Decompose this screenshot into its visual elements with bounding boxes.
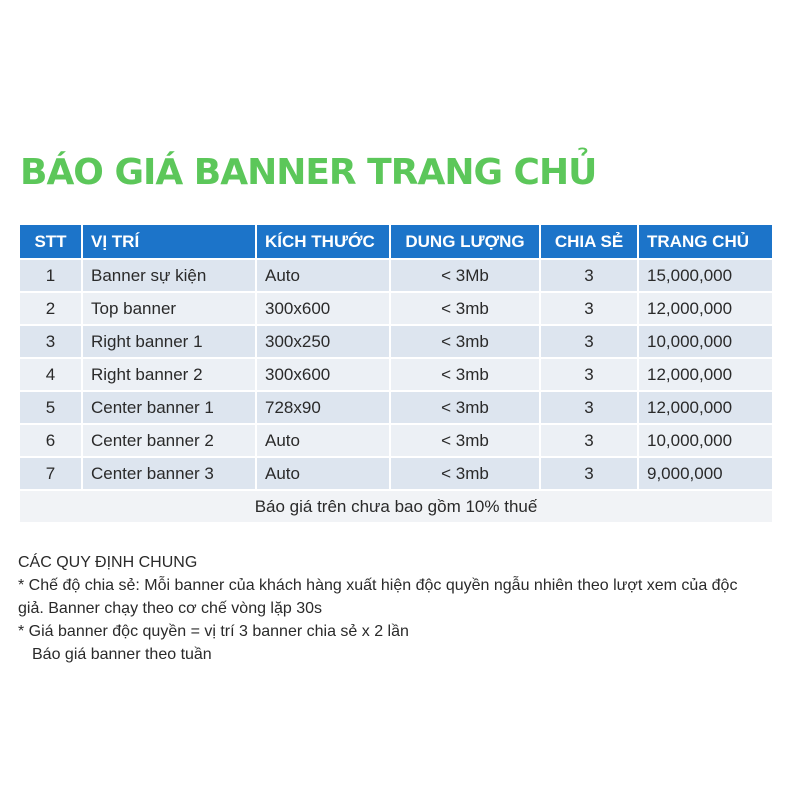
cell-trang-chu: 9,000,000: [638, 457, 772, 490]
cell-stt: 6: [20, 424, 82, 457]
cell-dung-luong: < 3mb: [390, 391, 540, 424]
cell-trang-chu: 12,000,000: [638, 292, 772, 325]
header-kich-thuoc: KÍCH THƯỚC: [256, 225, 390, 259]
cell-stt: 7: [20, 457, 82, 490]
cell-trang-chu: 12,000,000: [638, 358, 772, 391]
cell-dung-luong: < 3mb: [390, 424, 540, 457]
rule-line: * Giá banner độc quyền = vị trí 3 banner chia sẻ x 2 lần: [18, 623, 409, 640]
cell-vi-tri: Right banner 1: [82, 325, 256, 358]
cell-stt: 2: [20, 292, 82, 325]
table-row: [20, 259, 772, 292]
general-rules: [18, 551, 778, 666]
table-row: [20, 424, 772, 457]
cell-stt: 3: [20, 325, 82, 358]
cell-kich-thuoc: 300x600: [256, 292, 390, 325]
cell-kich-thuoc: Auto: [256, 457, 390, 490]
cell-chia-se: 3: [540, 424, 638, 457]
cell-chia-se: 3: [540, 325, 638, 358]
rule-line: giả. Banner chạy theo cơ chế vòng lặp 30s: [18, 600, 323, 617]
rule-line: * Chế độ chia sẻ: Mỗi banner của khách hàng xuất hiện độc quyền ngẫu nhiên theo lượt xem của độc: [18, 577, 738, 594]
cell-vi-tri: Center banner 1: [82, 391, 256, 424]
cell-chia-se: 3: [540, 259, 638, 292]
table-row: [20, 391, 772, 424]
table-note-row: [20, 490, 772, 522]
cell-dung-luong: < 3mb: [390, 358, 540, 391]
cell-kich-thuoc: Auto: [256, 424, 390, 457]
rule-line: Báo giá banner theo tuần: [32, 646, 212, 663]
cell-dung-luong: < 3mb: [390, 457, 540, 490]
cell-trang-chu: 15,000,000: [638, 259, 772, 292]
table-row: [20, 325, 772, 358]
cell-stt: 5: [20, 391, 82, 424]
header-vi-tri: VỊ TRÍ: [82, 225, 256, 259]
cell-vi-tri: Right banner 2: [82, 358, 256, 391]
table-row: [20, 457, 772, 490]
page-title: BÁO GIÁ BANNER TRANG CHỦ: [20, 152, 597, 193]
cell-kich-thuoc: Auto: [256, 259, 390, 292]
tax-note: Báo giá trên chưa bao gồm 10% thuế: [20, 490, 772, 522]
cell-dung-luong: < 3mb: [390, 292, 540, 325]
cell-dung-luong: < 3mb: [390, 325, 540, 358]
price-table: [20, 225, 772, 522]
cell-chia-se: 3: [540, 292, 638, 325]
cell-trang-chu: 10,000,000: [638, 325, 772, 358]
header-dung-luong: DUNG LƯỢNG: [390, 225, 540, 259]
cell-vi-tri: Banner sự kiện: [82, 259, 256, 292]
cell-chia-se: 3: [540, 358, 638, 391]
table-header-row: [20, 225, 772, 259]
header-trang-chu: TRANG CHỦ: [638, 225, 772, 259]
cell-stt: 4: [20, 358, 82, 391]
table-row: [20, 358, 772, 391]
header-chia-se: CHIA SẺ: [540, 225, 638, 259]
cell-stt: 1: [20, 259, 82, 292]
cell-chia-se: 3: [540, 391, 638, 424]
cell-vi-tri: Top banner: [82, 292, 256, 325]
cell-kich-thuoc: 728x90: [256, 391, 390, 424]
table-row: [20, 292, 772, 325]
cell-dung-luong: < 3Mb: [390, 259, 540, 292]
rules-heading: CÁC QUY ĐỊNH CHUNG: [18, 554, 198, 571]
header-stt: STT: [20, 225, 82, 259]
cell-kich-thuoc: 300x250: [256, 325, 390, 358]
cell-trang-chu: 12,000,000: [638, 391, 772, 424]
cell-vi-tri: Center banner 3: [82, 457, 256, 490]
cell-vi-tri: Center banner 2: [82, 424, 256, 457]
cell-chia-se: 3: [540, 457, 638, 490]
cell-kich-thuoc: 300x600: [256, 358, 390, 391]
cell-trang-chu: 10,000,000: [638, 424, 772, 457]
